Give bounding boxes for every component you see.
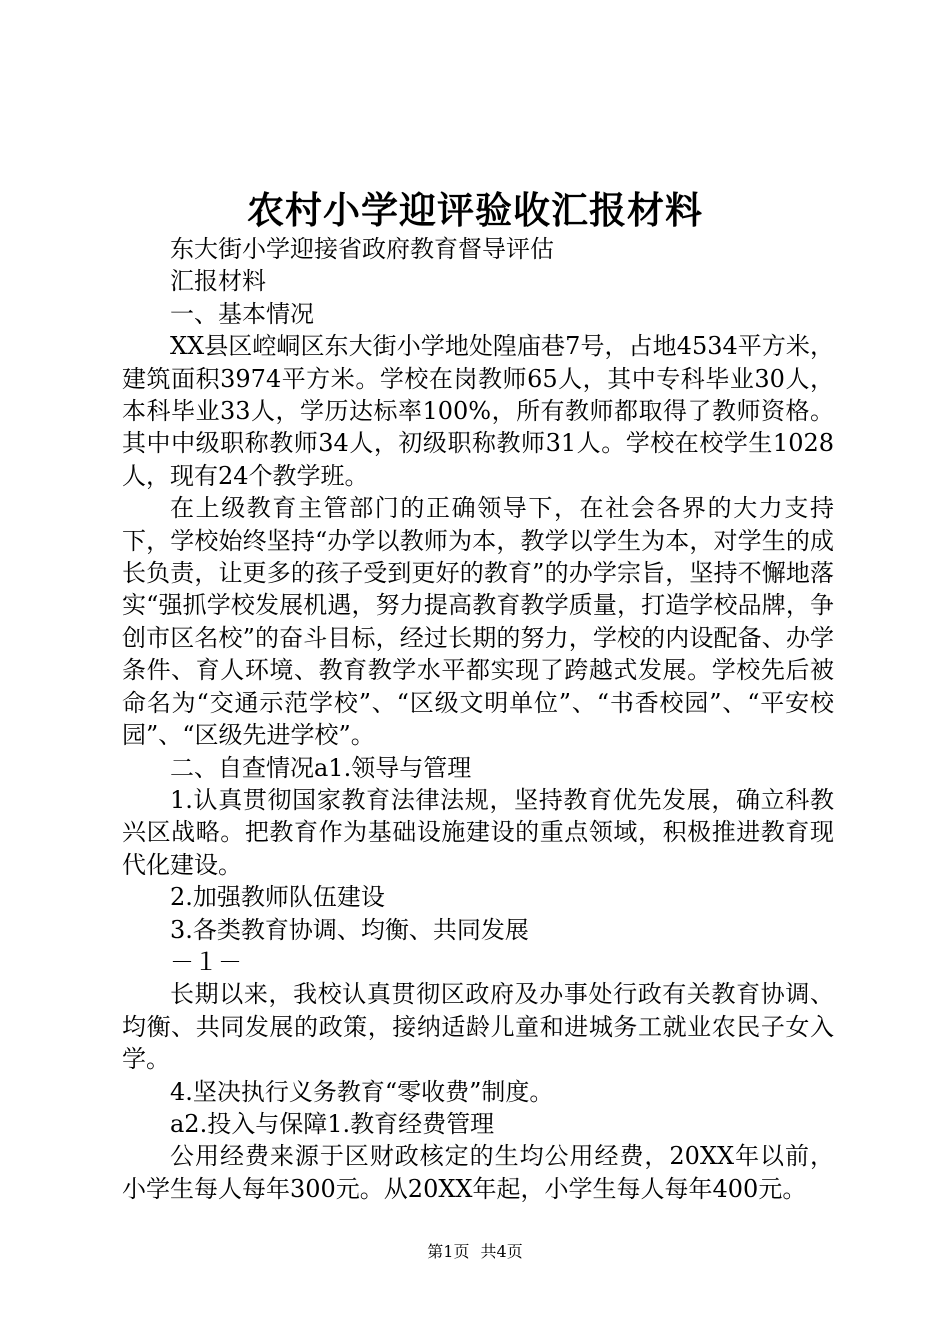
paragraph: 东大街小学迎接省政府教育督导评估 xyxy=(170,235,554,263)
paragraph: 4.坚决执行义务教育“零收费”制度。 xyxy=(170,1077,554,1106)
section-heading: 二、自查情况a1.领导与管理 xyxy=(170,753,472,782)
paragraph: 公用经费来源于区财政核定的生均公用经费，20XX年以前，小学生每人每年300元。从20XX年起，小学生每人每年400元。 xyxy=(122,1142,834,1203)
paragraph: XX县区崆峒区东大街小学地处隍庙巷7号，占地4534平方米，建筑面积3974平方米。学校在岗教师65人，其中专科毕业30人，本科毕业33人，学历达标率100%，所有教师都取得了教师资格。其中中级职称教师34人，初级职称教师31人。学校在校学生1028人，现有24个教学班。 xyxy=(122,332,834,490)
document-body xyxy=(122,233,834,1205)
page-total: 共4页 xyxy=(480,1242,523,1261)
paragraph: 1.认真贯彻国家教育法律法规，坚持教育优先发展，确立科教兴区战略。把教育作为基础设施建设的重点领域，积极推进教育现代化建设。 xyxy=(122,785,834,879)
section-heading: a2.投入与保障1.教育经费管理 xyxy=(170,1109,495,1138)
section-heading: 一、基本情况 xyxy=(170,299,314,328)
page-number: 第1页 xyxy=(427,1242,470,1261)
paragraph: 汇报材料 xyxy=(170,267,266,296)
paragraph: 3.各类教育协调、均衡、共同发展 xyxy=(170,915,529,944)
paragraph: 长期以来，我校认真贯彻区政府及办事处行政有关教育协调、均衡、共同发展的政策，接纳适龄儿童和进城务工就业农民子女入学。 xyxy=(122,980,834,1074)
inline-page-marker: －１－ xyxy=(170,947,242,976)
page-footer xyxy=(0,1240,950,1264)
document-title: 农村小学迎评验收汇报材料 xyxy=(247,188,703,232)
paragraph: 2.加强教师队伍建设 xyxy=(170,883,385,912)
paragraph: 在上级教育主管部门的正确领导下，在社会各界的大力支持下，学校始终坚持“办学以教师为本，教学以学生为本，对学生的成长负责，让更多的孩子受到更好的教育”的办学宗旨，坚持不懈地落实“强抓学校发展机遇，努力提高教育教学质量，打造学校品牌，争创市区名校”的奋斗目标，经过长期的努力，学校的内设配备、办学条件、育人环境、教育教学水平都实现了跨越式发展。学校先后被命名为“交通示范学校”、“区级文明单位”、“书香校园”、“平安校园”、“区级先进学校”。 xyxy=(122,494,834,750)
